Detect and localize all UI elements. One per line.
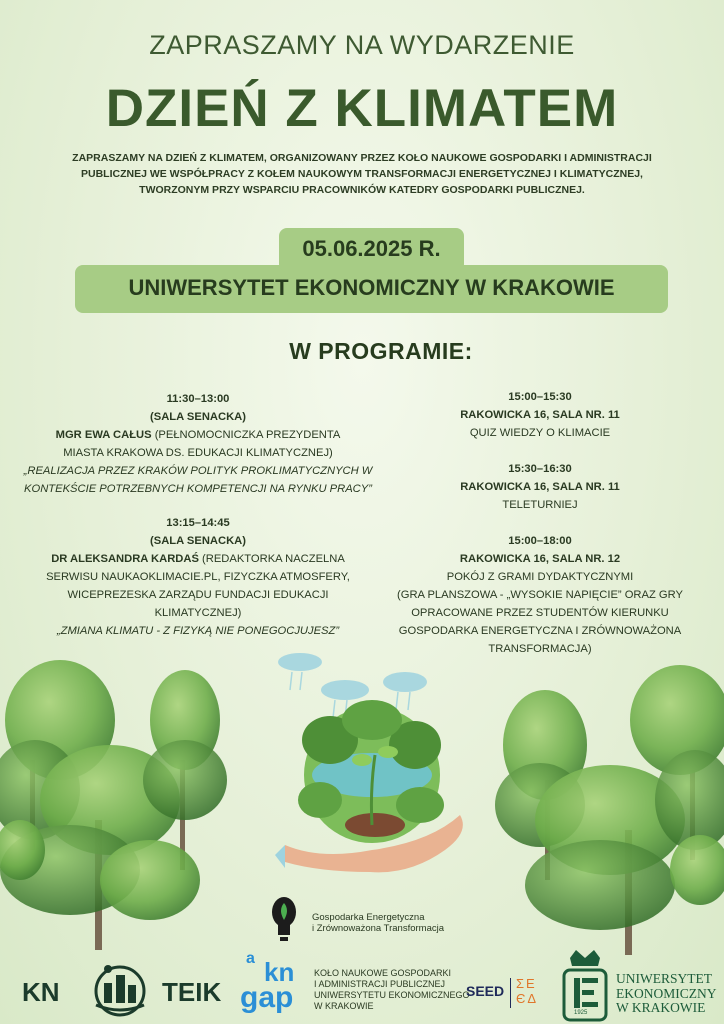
program-heading: W PROGRAMIE:	[289, 338, 473, 364]
event-venue: UNIWERSYTET EKONOMICZNY W KRAKOWIE	[128, 275, 615, 300]
logo-text: KOŁO NAUKOWE GOSPODARKI	[314, 968, 452, 978]
speaker-name: MGR EWA CAŁUS	[55, 429, 152, 441]
program-item	[362, 388, 718, 442]
intro-line: PUBLICZNEJ WE WSPÓŁPRACY Z KOŁEM NAUKOWYM TRANSFORMACJI ENERGETYCZNEJ I KLIMATYCZNEJ,	[81, 168, 643, 180]
program-desc: TRANSFORMACJA)	[488, 643, 592, 655]
kn-gap-logo: a kn gap	[240, 950, 295, 1014]
program-desc: (GRA PLANSZOWA - „WYSOKIE NAPIĘCIE” ORAZ GRY	[397, 589, 683, 601]
program-room: (SALA SENACKA)	[150, 535, 246, 547]
logo-glyph-icon: ЄΔ	[516, 991, 539, 1006]
logo-text: EKONOMICZNY	[616, 985, 717, 1001]
program-item	[362, 532, 718, 658]
city-globe-icon	[86, 961, 154, 1019]
program-time: 15:00–15:30	[508, 391, 572, 403]
event-date: 05.06.2025 R.	[302, 236, 441, 261]
talk-title: KONTEKŚCIE POTRZEBNYCH KOMPETENCJI NA RYNKU PRACY”	[24, 483, 372, 495]
program-right-column	[362, 388, 718, 658]
talk-title: „REALIZACJA PRZEZ KRAKÓW POLITYK PROKLIMATYCZNYCH W	[23, 465, 373, 477]
program-place: RAKOWICKA 16, SALA NR. 12	[459, 553, 621, 565]
globe-in-hands-icon	[275, 700, 463, 872]
program-time: 15:30–16:30	[508, 463, 572, 475]
logo-text: SEED	[466, 983, 505, 999]
program-item	[362, 460, 718, 514]
speaker-name: DR ALEKSANDRA KARDAŚ	[51, 553, 199, 565]
program-time: 15:00–18:00	[508, 535, 572, 547]
program-item	[0, 390, 396, 498]
program-time: 11:30–13:00	[166, 393, 230, 405]
program-place: RAKOWICKA 16, SALA NR. 11	[460, 409, 620, 421]
left-tree-icon	[0, 660, 227, 950]
speaker-role: KLIMATYCZNEJ)	[154, 607, 242, 619]
talk-title: „ZMIANA KLIMATU - Z FIZYKĄ NIE PONEGOCJUJESZ”	[56, 625, 340, 637]
program-desc: QUIZ WIEDZY O KLIMACIE	[469, 427, 611, 439]
logo-glyph-icon: ΣΕ	[516, 976, 537, 991]
seed-logo	[466, 978, 546, 1008]
logo-text: gap	[240, 981, 294, 1014]
speaker-role: (REDAKTORKA NACZELNA	[202, 553, 345, 565]
energy-transformation-logo	[312, 912, 444, 934]
program-place: RAKOWICKA 16, SALA NR. 11	[460, 481, 620, 493]
crest-year: 1925	[574, 1010, 588, 1016]
program-desc: GOSPODARKA ENERGETYCZNA I ZRÓWNOWAŻONA	[398, 625, 682, 637]
program-desc: POKÓJ Z GRAMI DYDAKTYCZNYMI	[446, 571, 634, 583]
speaker-role: MIASTA KRAKOWA DS. EDUKACJI KLIMATYCZNEJ)	[63, 447, 333, 459]
logo-text: KN	[22, 977, 60, 1007]
logo-text: i Zrównoważona Transformacja	[312, 923, 444, 934]
logo-text: UNIWERSYTET	[616, 971, 712, 986]
lightbulb-icon	[272, 897, 296, 941]
invite-heading: ZAPRASZAMY NA WYDARZENIE	[149, 30, 575, 60]
event-title: DZIEŃ Z KLIMATEM	[105, 79, 619, 138]
speaker-role: SERWISU NAUKAOKLIMACIE.PL, FIZYCZKA ATMOSFERY,	[46, 571, 350, 583]
logo-text: I ADMINISTRACJI PUBLICZNEJ	[314, 979, 446, 989]
kn-gap-caption	[314, 968, 470, 1012]
intro-line: ZAPRASZAMY NA DZIEŃ Z KLIMATEM, ORGANIZOWANY PRZEZ KOŁO NAUKOWE GOSPODARKI I ADMINISTRACJI	[72, 152, 652, 164]
logo-text: Gospodarka Energetyczna	[312, 912, 425, 923]
logo-text: kn	[264, 957, 295, 987]
program-left-column	[0, 390, 396, 640]
program-time: 13:15–14:45	[166, 517, 230, 529]
logo-text: TEIK	[162, 977, 222, 1007]
right-tree-icon	[495, 665, 724, 955]
program-item	[0, 514, 396, 640]
program-desc: TELETURNIEJ	[502, 499, 578, 511]
ue-logo-text	[616, 972, 717, 1016]
program-room: (SALA SENACKA)	[150, 411, 246, 423]
speaker-role: WICEPREZESKA ZARZĄDU FUNDACJI EDUKACJI	[67, 589, 329, 601]
speaker-role: (PEŁNOMOCNICZKA PREZYDENTA	[154, 429, 341, 441]
program-desc: OPRACOWANE PRZEZ STUDENTÓW KIERUNKU	[411, 607, 669, 619]
kn-teik-logo	[22, 975, 222, 1015]
logo-text: W KRAKOWIE	[314, 1001, 374, 1011]
logo-text: UNIWERSYTETU EKONOMICZNEGO	[314, 990, 470, 1000]
logo-text: W KRAKOWIE	[616, 1000, 706, 1015]
intro-line: TWORZONYM PRZY WSPARCIU PRACOWNIKÓW KATEDRY GOSPODARKI PUBLICZNEJ.	[139, 184, 585, 196]
intro-text	[40, 150, 684, 198]
